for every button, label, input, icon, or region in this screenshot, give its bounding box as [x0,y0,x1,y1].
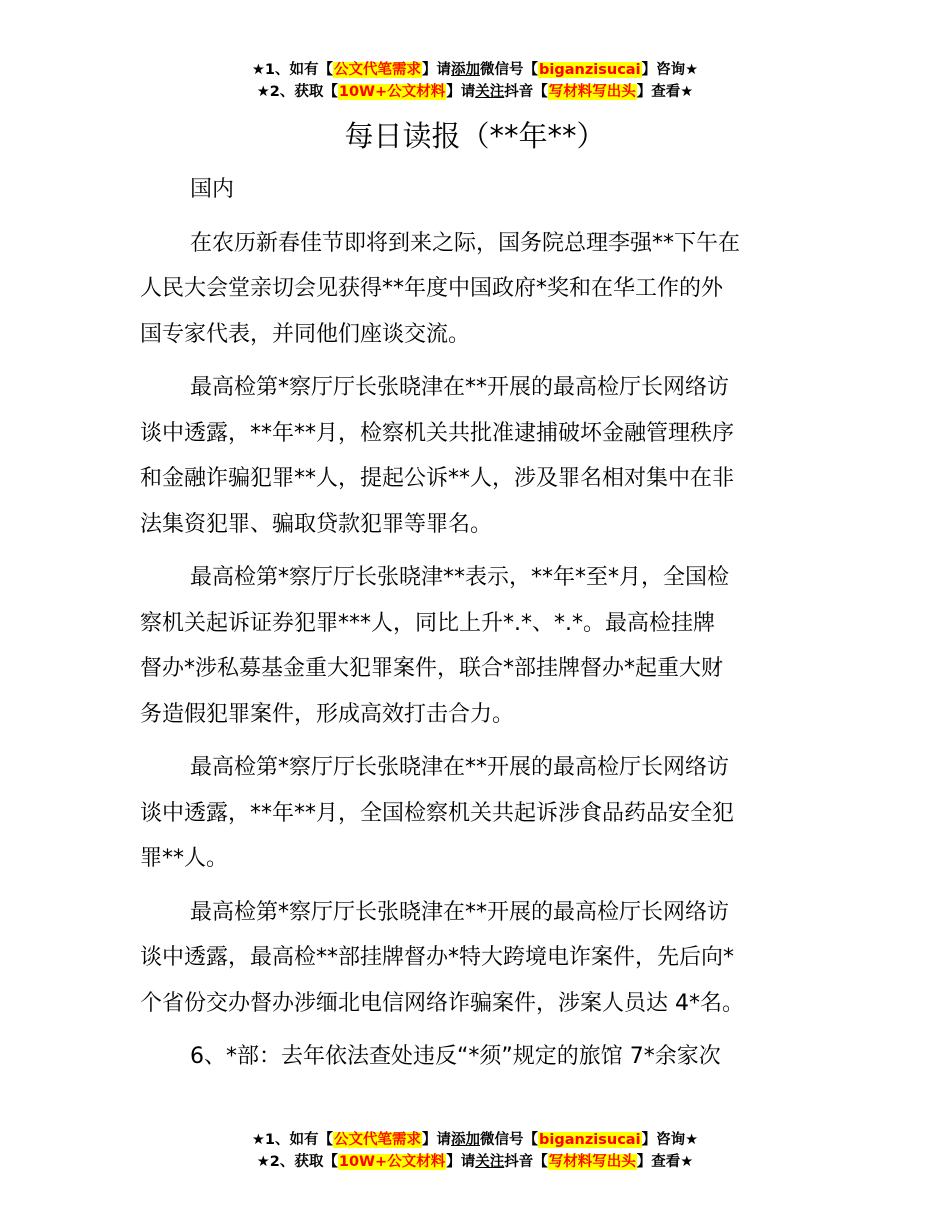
banner-highlight: biganzisucai [539,1132,641,1148]
banner-text: 】查看★ [636,84,694,100]
banner-text: 】咨询★ [641,62,699,78]
paragraph-line: 最高检第*察厅厅长张晓津在**开展的最高检厅长网络访 [190,755,730,780]
paragraph-line: 务造假犯罪案件，形成高效打击合力。 [140,701,515,727]
banner-line-2 [0,1151,950,1173]
banner-underline: 关注 [475,1154,505,1170]
paragraph-line: 在农历新春佳节即将到来之际，国务院总理李强**下午在 [190,230,741,256]
paragraph [140,745,815,882]
banner-highlight: 写材料写出头 [548,1154,636,1170]
banner-text: ★2、获取【 [256,1154,338,1170]
banner-highlight: 公文代笔需求 [334,1132,422,1148]
paragraph [140,221,815,358]
banner-text: 】请 [422,62,452,78]
paragraph [140,1034,815,1080]
paragraph-line: 谈中透露，最高检**部挂牌督办*特大跨境电诈案件，先后向* [140,945,735,970]
banner-text: 】咨询★ [641,1132,699,1148]
paragraph-line: 谈中透露，**年**月，检察机关共批准逮捕破坏金融管理秩序 [140,420,735,446]
paragraph [140,555,815,737]
banner-underline: 关注 [475,84,505,100]
banner-text: 】请 [446,84,476,100]
banner-text: 抖音【 [504,1154,548,1170]
banner-underline: 添加 [451,1132,481,1148]
footer-banner [0,1129,950,1173]
paragraph-line: 最高检第*察厅厅长张晓津**表示，**年*至*月，全国检 [190,565,730,590]
banner-text: 】请 [422,1132,452,1148]
document-body [140,167,815,1080]
banner-text: 微信号【 [480,1132,539,1148]
paragraph-line: 谈中透露，**年**月，全国检察机关共起诉涉食品药品安全犯 [140,800,735,826]
banner-text: 抖音【 [504,84,548,100]
paragraph-line: 察机关起诉证券犯罪***人，同比上升*.*、*.*。最高检挂牌 [140,610,715,636]
section-heading: 国内 [190,177,235,202]
header-banner [0,59,950,103]
banner-line-1 [0,1129,950,1151]
paragraph-line: 最高检第*察厅厅长张晓津在**开展的最高检厅长网络访 [190,375,730,400]
page-title: 每日读报（**年**） [344,119,606,153]
banner-line-1 [0,59,950,81]
paragraph [140,365,815,547]
paragraph-line: 法集资犯罪、骗取贷款犯罪等罪名。 [140,511,493,537]
banner-text: ★2、获取【 [256,84,338,100]
paragraph-line: 国专家代表，并同他们座谈交流。 [140,321,471,347]
banner-text: ★1、如有【 [251,1132,334,1148]
banner-highlight: 10W+公文材料 [338,84,446,100]
banner-text: ★1、如有【 [251,62,334,78]
paragraph-line: 罪**人。 [140,846,229,871]
paragraph [140,890,815,1027]
banner-text: 】查看★ [636,1154,694,1170]
banner-highlight: 写材料写出头 [548,84,636,100]
banner-highlight: biganzisucai [539,62,641,78]
paragraph-line: 6、*部：去年依法查处违反“*须”规定的旅馆 7*余家次 [190,1044,721,1069]
banner-highlight: 公文代笔需求 [334,62,422,78]
banner-line-2 [0,81,950,103]
banner-text: 微信号【 [480,62,539,78]
paragraph-line: 个省份交办督办涉缅北电信网络诈骗案件，涉案人员达 4*名。 [140,990,744,1016]
banner-highlight: 10W+公文材料 [338,1154,446,1170]
banner-text: 】请 [446,1154,476,1170]
paragraph-line: 和金融诈骗犯罪**人，提起公诉**人，涉及罪名相对集中在非 [140,466,735,491]
paragraph-line: 最高检第*察厅厅长张晓津在**开展的最高检厅长网络访 [190,899,730,925]
paragraph-line: 督办*涉私募基金重大犯罪案件，联合*部挂牌督办*起重大财 [140,656,724,681]
paragraph-line: 人民大会堂亲切会见获得**年度中国政府*奖和在华工作的外 [140,276,724,301]
banner-underline: 添加 [451,62,481,78]
